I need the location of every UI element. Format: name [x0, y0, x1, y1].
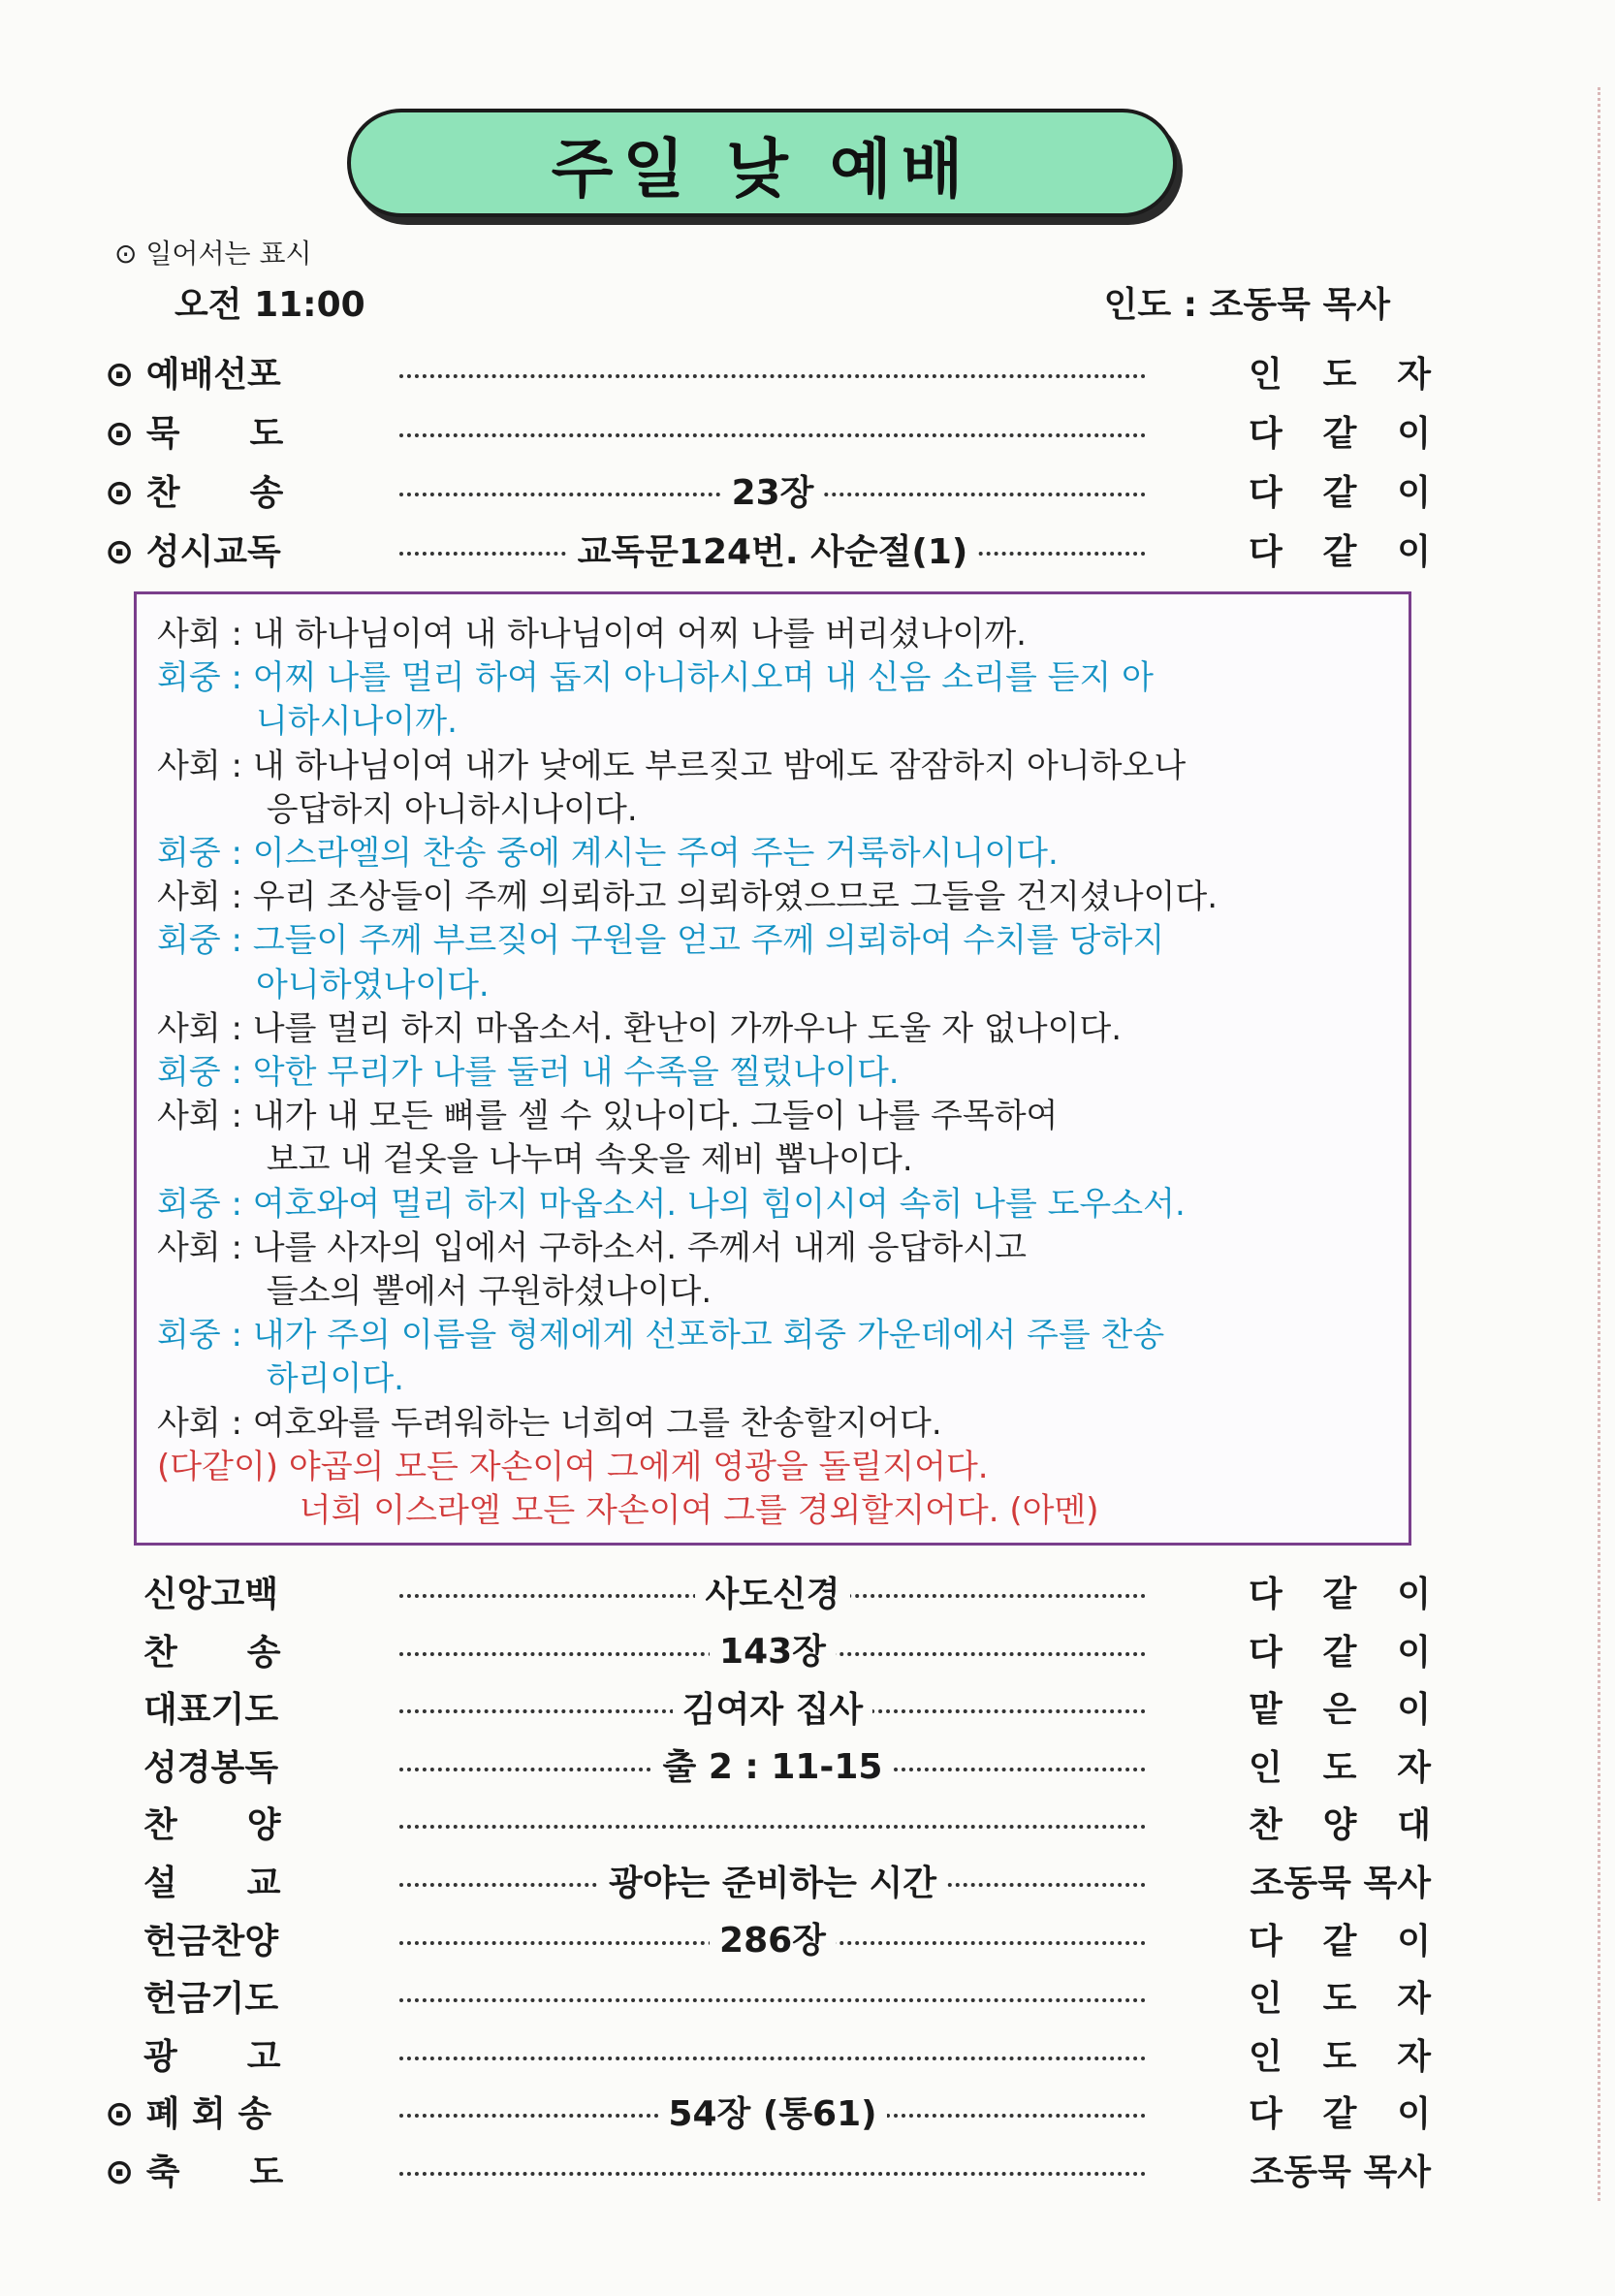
performer-char: 도: [1322, 2036, 1357, 2077]
performer-char: 이: [1397, 532, 1431, 572]
order-item-label: 찬 송: [143, 1632, 281, 1673]
performer-char: 자: [1397, 1747, 1431, 1788]
dotted-leader: [399, 1619, 1146, 1679]
reading-line-congregation: 아니하였나이다.: [157, 965, 490, 1004]
order-item-label: 광 고: [143, 2036, 281, 2077]
order-item: [0, 2139, 1615, 2199]
order-item-performer: [1249, 1567, 1431, 1616]
order-item-label: ⊙ 묵 도: [105, 414, 284, 454]
order-item-performer: [1249, 1740, 1431, 1790]
dotted-leader: [399, 1850, 1146, 1910]
reading-line-congregation: 회중 : 여호와여 멀리 하지 마옵소서. 나의 힘이시여 속히 나를 도우소서.: [157, 1184, 1186, 1224]
reading-line-congregation: 회중 : 그들이 주께 부르짖어 구원을 얻고 주께 의뢰하여 수치를 당하지: [157, 921, 1165, 961]
order-item-label: 성경봉독: [143, 1747, 279, 1788]
reading-line-leader: 응답하지 아니하시나이다.: [157, 789, 638, 829]
order-item: [0, 1676, 1615, 1737]
reading-line-leader: 사회 : 나를 멀리 하지 마옵소서. 환난이 가까우나 도울 자 없나이다.: [157, 1008, 1123, 1048]
order-item: [0, 400, 1615, 461]
order-item-label: 헌금찬양: [143, 1921, 279, 1961]
order-item-detail: 143장: [710, 1624, 836, 1674]
reading-line-leader: 사회 : 나를 사자의 입에서 구하소서. 주께서 내게 응답하시고: [157, 1228, 1027, 1267]
title-banner: [347, 109, 1177, 217]
order-item: [0, 2024, 1615, 2084]
order-item: [0, 460, 1615, 520]
order-item-label: ⊙ 예배선포: [105, 355, 281, 395]
dotted-leader: [399, 2024, 1146, 2084]
performer-char: 인: [1249, 1979, 1282, 2020]
reading-line-congregation: 회중 : 이스라엘의 찬송 중에 계시는 주여 주는 거룩하시니이다.: [157, 834, 1059, 873]
order-item-label: 대표기도: [143, 1690, 279, 1731]
order-item: [0, 1850, 1615, 1910]
order-item-detail: 23장: [722, 465, 824, 515]
order-item-detail: 54장 (통61): [658, 2087, 886, 2136]
order-item: [0, 1792, 1615, 1852]
order-item-label: ⊙ 찬 송: [105, 473, 284, 513]
order-item-performer: [1249, 2087, 1431, 2136]
performer-char: 인: [1249, 355, 1282, 395]
order-item-detail: 김여자 집사: [673, 1682, 872, 1732]
service-time: 오전 11:00: [174, 285, 365, 325]
performer-char: 이: [1397, 414, 1431, 454]
order-item-performer: [1249, 2029, 1431, 2079]
performer-char: 이: [1397, 1921, 1431, 1961]
order-item-label: 찬 양: [143, 1805, 281, 1846]
performer-char: 인: [1249, 2036, 1282, 2077]
performer-char: 다: [1249, 473, 1282, 513]
dotted-leader: [399, 1561, 1146, 1621]
order-item-label: 헌금기도: [143, 1979, 279, 2020]
dotted-leader: [399, 341, 1146, 401]
order-item-performer: [1249, 1914, 1431, 1963]
reading-line-leader: 사회 : 내 하나님이여 내가 낮에도 부르짖고 밤에도 잠잠하지 아니하오나: [157, 746, 1187, 785]
order-item: [0, 2081, 1615, 2141]
performer-char: 다: [1249, 1921, 1282, 1961]
performer-char: 이: [1397, 473, 1431, 513]
order-item-performer: [1249, 1971, 1431, 2021]
order-item: [0, 1735, 1615, 1795]
order-item: [0, 1908, 1615, 1968]
performer-char: 다: [1249, 1632, 1282, 1673]
performer-char: 다: [1249, 1575, 1282, 1614]
reading-line-congregation: 회중 : 어찌 나를 멀리 하여 돕지 아니하시오며 내 신음 소리를 듣지 아: [157, 658, 1154, 698]
performer-char: 조동묵 목사: [1250, 1864, 1431, 1903]
reading-line-together: 너희 이스라엘 모든 자손이여 그를 경외할지어다. (아멘): [157, 1491, 1099, 1530]
order-item-performer: [1249, 1682, 1431, 1732]
dotted-leader: [399, 519, 1146, 579]
order-item: [0, 1619, 1615, 1679]
performer-char: 맡: [1249, 1690, 1282, 1731]
performer-char: 양: [1322, 1805, 1357, 1846]
performer-char: 도: [1322, 1979, 1357, 2020]
order-item-label: ⊙ 성시교독: [105, 532, 281, 572]
order-item: [0, 519, 1615, 579]
order-item-detail: 광야는 준비하는 시간: [599, 1856, 946, 1905]
order-item-label: ⊙ 폐 회 송: [105, 2094, 272, 2135]
reading-line-leader: 사회 : 내 하나님이여 내 하나님이여 어찌 나를 버리셨나이까.: [157, 615, 1027, 654]
service-leader: 인도 : 조동묵 목사: [1103, 285, 1390, 325]
performer-char: 이: [1397, 1690, 1431, 1731]
performer-char: 다: [1249, 414, 1282, 454]
performer-char: 인: [1249, 1747, 1282, 1788]
order-item-label: 설 교: [143, 1864, 281, 1903]
standing-legend: ⊙ 일어서는 표시: [114, 238, 312, 270]
reading-line-leader: 들소의 뿔에서 구원하셨나이다.: [157, 1272, 712, 1311]
order-item-performer: [1249, 1798, 1431, 1847]
performer-char: 같: [1322, 2094, 1357, 2135]
reading-line-congregation: 하리이다.: [157, 1359, 404, 1399]
dotted-leader: [399, 1965, 1146, 2025]
order-item-performer: [1249, 465, 1431, 515]
order-item-performer: [1249, 525, 1431, 574]
performer-char: 자: [1397, 2036, 1431, 2077]
order-item-performer: [1249, 1625, 1431, 1674]
performer-char: 조동묵 목사: [1250, 2152, 1431, 2192]
order-item: [0, 341, 1615, 401]
reading-line-leader: 사회 : 내가 내 모든 뼈를 셀 수 있나이다. 그들이 나를 주목하여: [157, 1097, 1059, 1136]
performer-char: 대: [1397, 1805, 1431, 1846]
performer-char: 이: [1397, 1632, 1431, 1673]
dotted-leader: [399, 1676, 1146, 1737]
dotted-leader: [399, 1908, 1146, 1968]
order-item-detail: 사도신경: [695, 1567, 849, 1616]
order-item-detail: 286장: [710, 1913, 836, 1962]
reading-line-congregation: 니하시나이까.: [157, 702, 458, 742]
order-item-label: 신앙고백: [143, 1575, 279, 1614]
dotted-leader: [399, 400, 1146, 461]
performer-char: 도: [1322, 1747, 1357, 1788]
dotted-leader: [399, 1735, 1146, 1795]
performer-char: 자: [1397, 355, 1431, 395]
performer-char: 은: [1322, 1690, 1357, 1731]
page-title: 주일 낮 예배: [551, 131, 973, 207]
performer-char: 도: [1322, 355, 1357, 395]
reading-line-leader: 사회 : 여호와를 두려워하는 너희여 그를 찬송할지어다.: [157, 1403, 942, 1443]
performer-char: 같: [1322, 473, 1357, 513]
dotted-leader: [399, 460, 1146, 520]
reading-line-leader: 사회 : 우리 조상들이 주께 의뢰하고 의뢰하였으므로 그들을 건지셨나이다.: [157, 877, 1219, 917]
reading-line-together: (다같이) 야곱의 모든 자손이여 그에게 영광을 돌릴지어다.: [157, 1447, 989, 1486]
dotted-leader: [399, 1792, 1146, 1852]
order-item-detail: 출 2 : 11-15: [653, 1739, 893, 1789]
performer-char: 같: [1322, 1575, 1357, 1614]
dotted-leader: [399, 2081, 1146, 2141]
reading-line-congregation: 회중 : 악한 무리가 나를 둘러 내 수족을 찔렀나이다.: [157, 1053, 900, 1092]
dotted-leader: [399, 2139, 1146, 2199]
order-item-performer: [1249, 2145, 1431, 2194]
performer-char: 이: [1397, 2094, 1431, 2135]
performer-char: 다: [1249, 532, 1282, 572]
performer-char: 같: [1322, 414, 1357, 454]
order-item-label: ⊙ 축 도: [105, 2152, 284, 2192]
order-item-performer: [1249, 406, 1431, 456]
performer-char: 찬: [1249, 1805, 1282, 1846]
order-item-detail: 교독문124번. 사순절(1): [568, 525, 978, 574]
order-item-performer: [1249, 1856, 1431, 1905]
performer-char: 같: [1322, 1921, 1357, 1961]
order-item: [0, 1561, 1615, 1621]
order-item: [0, 1965, 1615, 2025]
reading-line-leader: 보고 내 겉옷을 나누며 속옷을 제비 뽑나이다.: [157, 1140, 913, 1180]
order-item-performer: [1249, 347, 1431, 397]
performer-char: 같: [1322, 532, 1357, 572]
performer-char: 자: [1397, 1979, 1431, 2020]
performer-char: 같: [1322, 1632, 1357, 1673]
performer-char: 이: [1397, 1575, 1431, 1614]
reading-line-congregation: 회중 : 내가 주의 이름을 형제에게 선포하고 회중 가운데에서 주를 찬송: [157, 1316, 1165, 1355]
performer-char: 다: [1249, 2094, 1282, 2135]
